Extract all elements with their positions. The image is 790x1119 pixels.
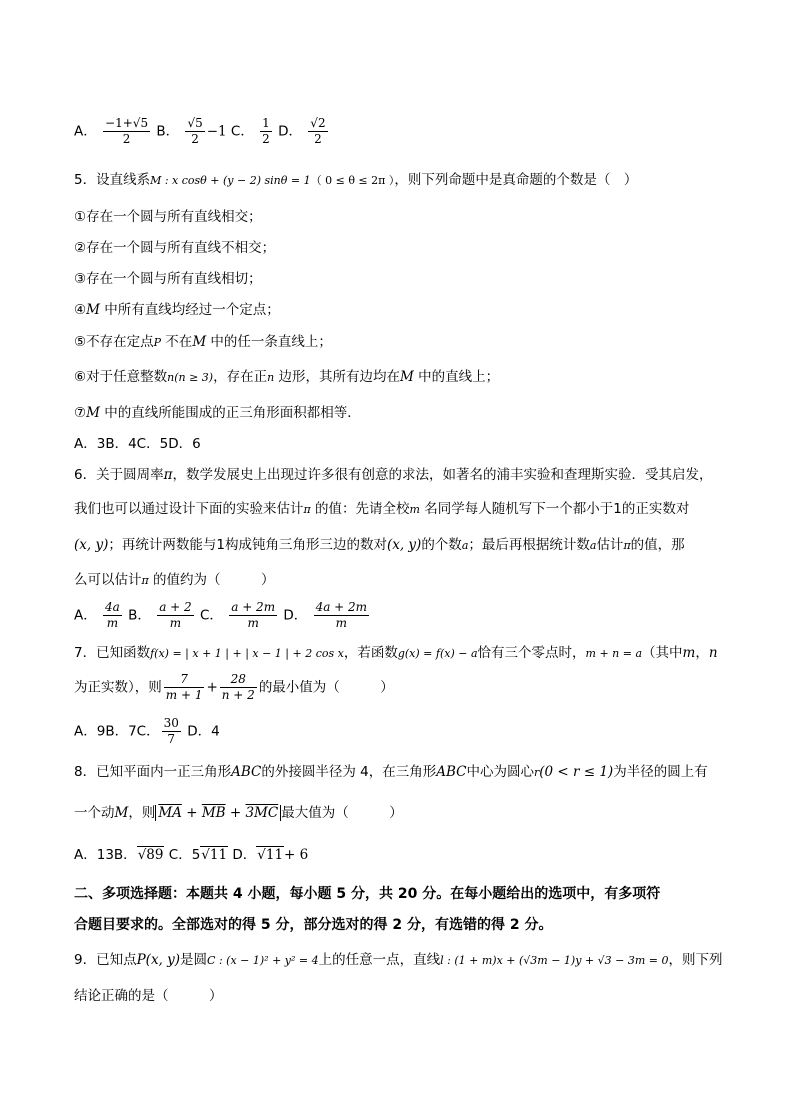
q5-statement-3: ③存在一个圆与所有直线相切；	[74, 271, 262, 287]
circle-equation: C : (x − 1)² + y² = 4	[207, 954, 319, 967]
q6-line-1	[74, 465, 712, 485]
option-b-tail: −1	[206, 123, 227, 140]
q7-line-1	[74, 643, 718, 664]
q6-text: ；再统计两数能与1构成钝角三角形三边的数对	[108, 537, 387, 553]
option-d: D．4	[187, 723, 220, 740]
math-var: m	[409, 503, 420, 516]
q7-text: 恰有三个零点时，	[477, 645, 586, 661]
circled-number: ⑦	[74, 405, 87, 421]
math-var: P	[153, 336, 162, 349]
option-d-label: D．	[278, 123, 302, 140]
vector-magnitude: $\overline{MA} + \overline{MB} + 3MC$	[155, 805, 281, 821]
pi-symbol: π	[303, 503, 311, 516]
math-var: M	[114, 805, 129, 821]
q8-text: 最大值为（ ）	[281, 805, 403, 821]
q7-text: 的最小值为（ ）	[258, 679, 394, 696]
q7-text: ，	[695, 645, 709, 661]
statement-text: ⑤不存在定点	[74, 334, 154, 350]
math-var: M	[86, 302, 100, 318]
q8-text: ，则	[128, 805, 156, 821]
q7-options	[74, 716, 220, 747]
q6-text: 的值：先请全校	[310, 501, 410, 517]
q6-text: ，数学发展史上出现过许多很有创意的求法，如著名的浦丰实验和查理斯实验．受其启发，	[172, 467, 713, 483]
q9-line-2: 结论正确的是（ ）	[74, 988, 223, 1004]
q8-text: 一个动	[74, 805, 115, 821]
q8-text: 的外接圆半径为 4，在三角形	[261, 764, 437, 780]
option-c-label: C．5	[168, 847, 201, 863]
pi-symbol: π	[163, 467, 173, 483]
math-range: (0 < r ≤ 1)	[539, 764, 614, 780]
q5-statement-4	[74, 300, 280, 320]
q5-options: A．3B．4C．5D．6	[74, 436, 201, 452]
pi-symbol: π	[141, 574, 149, 587]
section-2-heading-line-1: 二、多项选择题：本题共 4 小题，每小题 5 分，共 20 分。在每小题给出的选项中，有多项符	[74, 886, 661, 902]
math-pair: (x, y)	[386, 537, 422, 553]
math-var: M	[399, 369, 414, 385]
q8-options	[74, 845, 308, 865]
fraction-7: $\frac{7}{m + 1}$	[165, 672, 203, 702]
option-c-label: C．	[230, 123, 254, 140]
statement-text: 中的直线所能围成的正三角形面积都相等．	[99, 405, 361, 421]
math-expr: n(n ≥ 3)	[167, 371, 214, 384]
q5-stem-question: ，则下列命题中是真命题的个数是（ ）	[394, 172, 638, 188]
option-d-label: D．	[232, 847, 257, 863]
option-a-fraction: $\frac{4a}{m}$	[105, 600, 120, 630]
q6-text: 名同学每人随机写下一个都小于1的正实数对	[419, 501, 690, 517]
circled-number: ④	[74, 302, 87, 318]
option-a-fraction: $\frac{-1+√5}{2}$	[105, 116, 149, 146]
q5-statement-1: ①存在一个圆与所有直线相交；	[74, 209, 262, 225]
q9-text: 9．已知点	[74, 952, 137, 968]
q7-text: ，若函数	[343, 645, 398, 661]
q7-text: （其中	[642, 645, 683, 661]
math-var: r	[533, 766, 540, 779]
q5-statement-2: ②存在一个圆与所有直线不相交；	[74, 240, 276, 256]
option-c-fraction: $\frac{a + 2m}{m}$	[231, 600, 276, 630]
option-c-fraction: $\frac{30}{7}$	[163, 716, 179, 746]
function-g: g(x) = f(x) − a	[397, 647, 478, 660]
q6-line-3	[74, 535, 685, 556]
q6-text: 估计	[596, 537, 624, 553]
q6-options	[74, 600, 371, 631]
statement-text: ，存在正	[213, 369, 268, 385]
q8-line-2	[74, 803, 403, 823]
statement-text: 边形，其所有边均在	[274, 369, 400, 385]
line-equation: l : (1 + m)x + (√3m − 1)y + √3 − 3m = 0	[440, 954, 669, 967]
q5-stem-range: （ 0 ≤ θ ≤ 2π ）	[310, 174, 395, 187]
q8-text: 为半径的圆上有	[613, 764, 708, 780]
math-var: a	[461, 539, 469, 552]
options-ab: A．13B．	[74, 847, 137, 863]
q9-text: ，则下列	[668, 952, 723, 968]
q6-text: ；最后再根据统计数	[468, 537, 590, 553]
math-var: a	[589, 539, 597, 552]
q9-text: 上的任意一点，直线	[318, 952, 441, 968]
q8-line-1	[74, 762, 708, 783]
pi-symbol: π	[623, 539, 631, 552]
option-c-value: √11	[201, 847, 228, 863]
q6-text: 么可以估计	[74, 572, 142, 588]
q8-text: 8．已知平面内一正三角形	[74, 764, 232, 780]
q5-statement-6	[74, 367, 499, 388]
triangle-name: ABC	[436, 764, 467, 780]
statement-text: 中的直线上；	[413, 369, 500, 385]
option-b-value: √89	[137, 847, 164, 863]
q6-text: 的值，那	[630, 537, 685, 553]
options-ab: A．9B．7C．	[74, 723, 160, 740]
q5-stem-equation: M : x cosθ + (y − 2) sinθ = 1	[150, 174, 311, 187]
option-b-label: B．	[128, 607, 151, 624]
fraction-28: $\frac{28}{n + 2}$	[221, 672, 255, 702]
option-a-label: A．	[74, 607, 97, 624]
option-a-label: A．	[74, 123, 97, 140]
q8-text: 中心为圆心	[466, 764, 534, 780]
math-pair: (x, y)	[74, 537, 109, 553]
q7-line-2	[74, 672, 394, 703]
math-var: M	[192, 334, 207, 350]
math-expr: m + n = a	[585, 647, 643, 660]
q4-options	[74, 116, 330, 147]
option-b-fraction: $\frac{a + 2}{m}$	[159, 600, 192, 630]
q6-text: 的值约为（ ）	[148, 572, 275, 588]
math-var: n	[708, 645, 718, 661]
option-d-label: D．	[283, 607, 308, 624]
q5-stem-text: 5．设直线系	[74, 172, 151, 188]
q6-text: 我们也可以通过设计下面的实验来估计	[74, 501, 304, 517]
q6-line-2	[74, 499, 689, 520]
q9-line-1	[74, 950, 723, 971]
statement-text: 不在	[161, 334, 193, 350]
option-b-label: B．	[156, 123, 180, 140]
q7-text: 7．已知函数	[74, 645, 151, 661]
math-var: n	[267, 371, 275, 384]
statement-text: ⑥对于任意整数	[74, 369, 168, 385]
q5-statement-7	[74, 403, 361, 423]
option-c-label: C．	[199, 607, 223, 624]
q5-statement-5	[74, 332, 332, 353]
option-d-value: √11	[257, 847, 284, 863]
statement-text: 中所有直线均经过一个定点；	[99, 302, 280, 318]
function-f: f(x) = | x + 1 | + | x − 1 | + 2 cos x	[150, 647, 344, 660]
q6-text: 的个数	[421, 537, 462, 553]
option-d-tail: + 6	[284, 847, 309, 863]
option-b-fraction: $\frac{√5}{2}$	[187, 116, 203, 146]
triangle-name: ABC	[231, 764, 262, 780]
option-c-fraction: $\frac{1}{2}$	[262, 116, 270, 146]
plus-sign: +	[206, 679, 218, 696]
option-d-fraction: $\frac{√2}{2}$	[310, 116, 326, 146]
statement-text: 中的任一条直线上；	[206, 334, 332, 350]
math-var: M	[86, 405, 100, 421]
q5-stem	[74, 170, 637, 191]
q6-line-4	[74, 570, 275, 591]
q9-text: 是圆	[180, 952, 208, 968]
q6-text: 6．关于圆周率	[74, 467, 164, 483]
option-d-fraction: $\frac{4a + 2m}{m}$	[315, 600, 368, 630]
q7-text: 为正实数），则	[74, 679, 162, 696]
math-var: m	[682, 645, 696, 661]
point-p: P(x, y)	[136, 952, 181, 968]
section-2-heading-line-2: 合题目要求的。全部选对的得 5 分，部分选对的得 2 分，有选错的得 2 分。	[74, 917, 553, 933]
